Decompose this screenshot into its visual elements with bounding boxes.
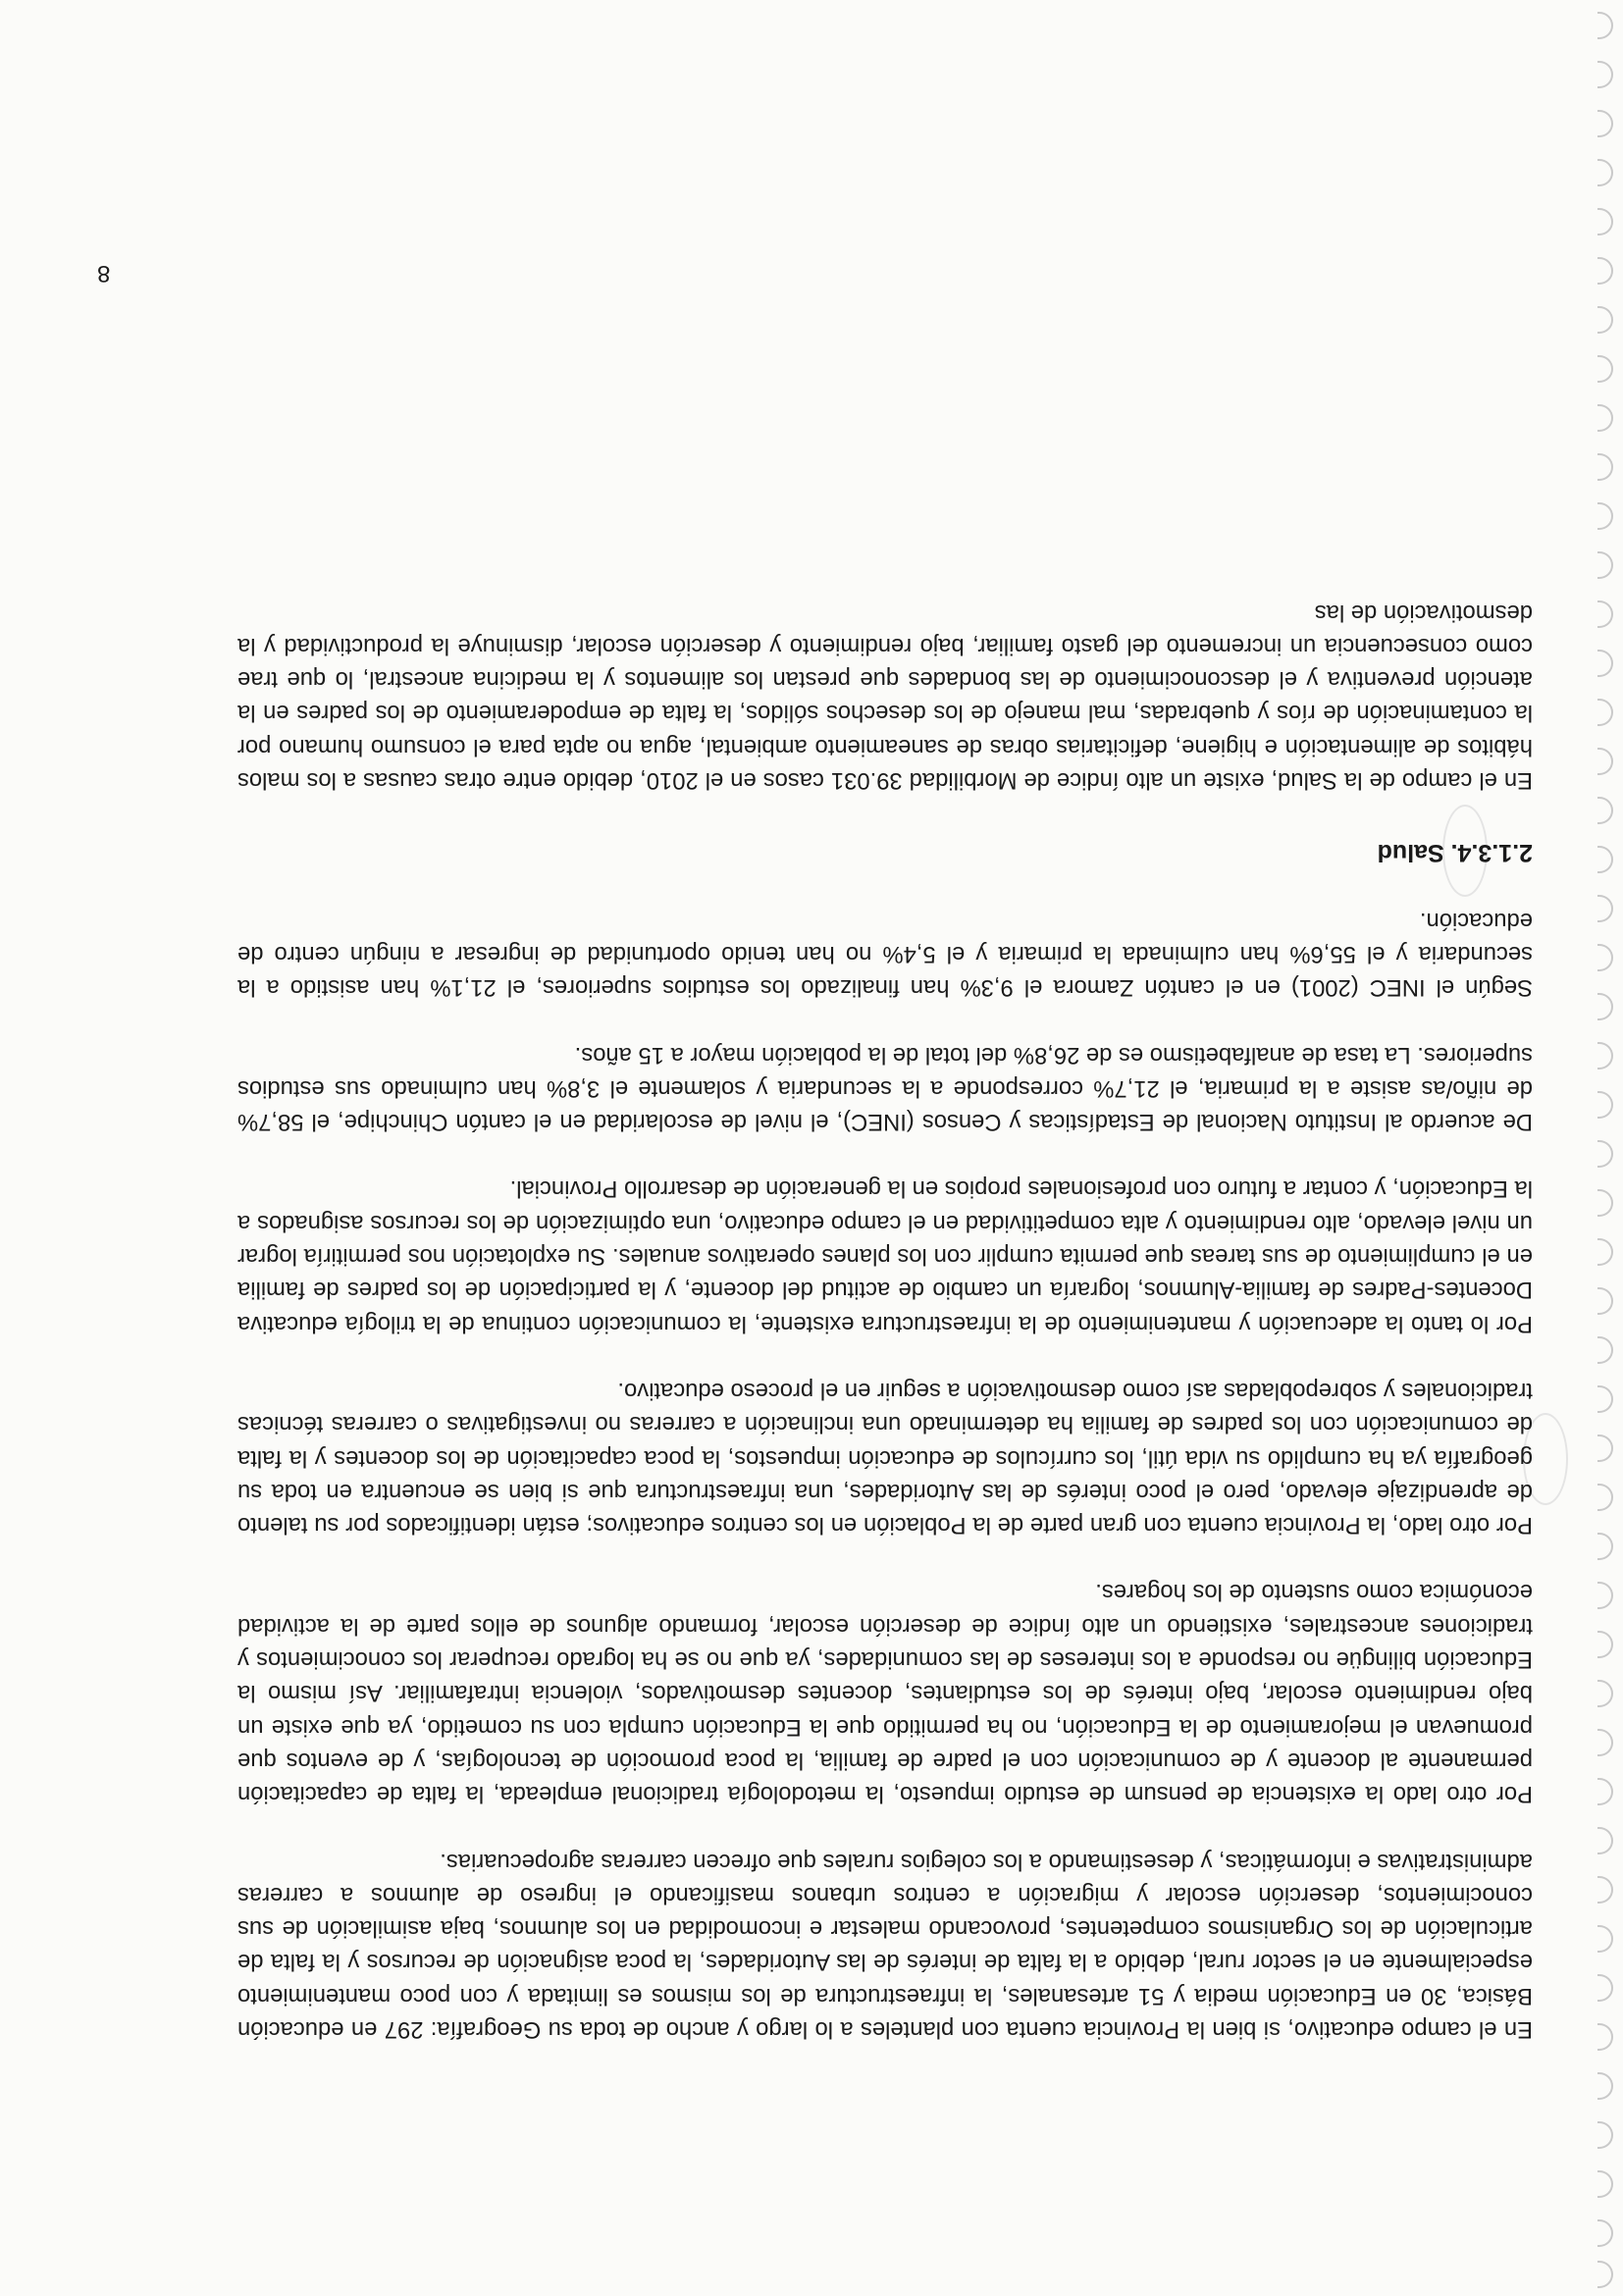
- paragraph-infraestructura: En el campo educativo, si bien la Provincia cuenta con planteles a lo largo y ancho de toda su Geografía: 297 en educación Básica, 30 en Educación media y 51 artesanales, la infraestructura de los mismos es limitada y con poco mantenimiento especialmente en el sector rural, debido a la falta de interés de las Autoridades, la poca asignación de recursos y la falta de articulación de los Organismos competentes, provocando malestar e incomodidad en los alumnos, baja asimilación de sus conocimientos, deserción escolar y migración a centros urbanos masificando el ingreso de alumnos a carreras administrativas e informáticas, y desestimando a los colegios rurales que ofrecen carreras agropecuarias.: [237, 1848, 1533, 2043]
- paragraph-inec-chinchipe: De acuerdo al Instituto Nacional de Estadísticas y Censos (INEC), el nivel de escolaridad en el cantón Chinchipe, el 58,7% de niño/as asiste a la primaria, el 21,7% corresponde a la secundaria y solamente el 3,8% han culminado sus estudios superiores. La tasa de analfabetismo es de 26,8% del total de la población mayor a 15 años.: [237, 1041, 1533, 1136]
- paragraph-inec-zamora: Según el INEC (2001) en el cantón Zamora el 9,3% han finalizado los estudios superiores, el 21,1% han asistido a la secundaria y el 55,6% han culminada la primaria y el 5,4% no han tenido oportunidad de ingresar a ningún centro de educación.: [237, 907, 1533, 1002]
- paragraph-salud: En el campo de la Salud, existe un alto índice de Morbilidad 39.031 casos en el 2010, debido entre otras causas a los malos hábitos de alimentación e higiene, deficitarias obras de saneamiento ambiental, agua no apta para el consumo humano por la contaminación de ríos y quebradas, mal manejo de los desechos sólidos, la falta de empoderamiento de los padres en la atención preventiva y el desconocimiento de las bondades que prestan los alimentos y la medicina ancestral, lo que trae como consecuencia un incremento del gasto familiar, bajo rendimiento y deserción escolar, disminuye la productividad y la desmotivación de las: [237, 599, 1533, 795]
- page-number: 8: [96, 260, 111, 287]
- paragraph-poblacion: Por otro lado, la Provincia cuenta con gran parte de la Población en los centros educativos; están identificados por su talento de aprendizaje elevado, pero el poco interés de las Autoridades, una infraestructura que si bien se encuentra en toda su geografía ya ha cumplido su vida útil, los currículos de educación impuestos, la poca capacitación de los docentes y la falta de comunicación con los padres de familia ha determinado una inclinación a carreras no investigativas o carreras técnicas tradicionales y sobrepobladas así como desmotivación a seguir en el proceso educativo.: [237, 1377, 1533, 1539]
- paragraph-adecuacion: Por lo tanto la adecuación y mantenimiento de la infraestructura existente, la comunicación continua de la trilogía educativa Docentes-Padres de familia-Alumnos, lograría un cambio de actitud del docente, y la participación de los padres de familia en el cumplimiento de sus tareas que permita cumplir con los planes operativos anuales. Su explotación nos permitiría lograr un nivel elevado, alto rendimiento y alta competitividad en el campo educativo, una optimización de los recursos asignados a la Educación, y contar a futuro con profesionales propios en la generación de desarrollo Provincial.: [237, 1175, 1533, 1337]
- body-text: [237, 561, 1533, 2046]
- section-heading-salud: 2.1.3.4. Salud: [1377, 839, 1533, 867]
- paragraph-pensum: Por otro lado la existencia de pensum de estudio impuesto, la metodología tradicional empleada, la falta de capacitación permanente al docente y de comunicación con el padre de familia, la poca promoción de tecnologías, y de eventos que promuevan el mejoramiento de la Educación, no ha permitido que la Educación cumpla con su cometido, ya que existe un bajo rendimiento escolar, bajo interés de los estudiantes, docentes desmotivados, violencia intrafamiliar. Así mismo la Educación bilingüe no responde a los intereses de las comunidades, ya que no se ha logrado recuperar los conocimientos y tradiciones ancestrales, existiendo un alto índice de deserción escolar, formando algunos de ellos parte de la actividad económica como sustento de los hogares.: [237, 1579, 1533, 1808]
